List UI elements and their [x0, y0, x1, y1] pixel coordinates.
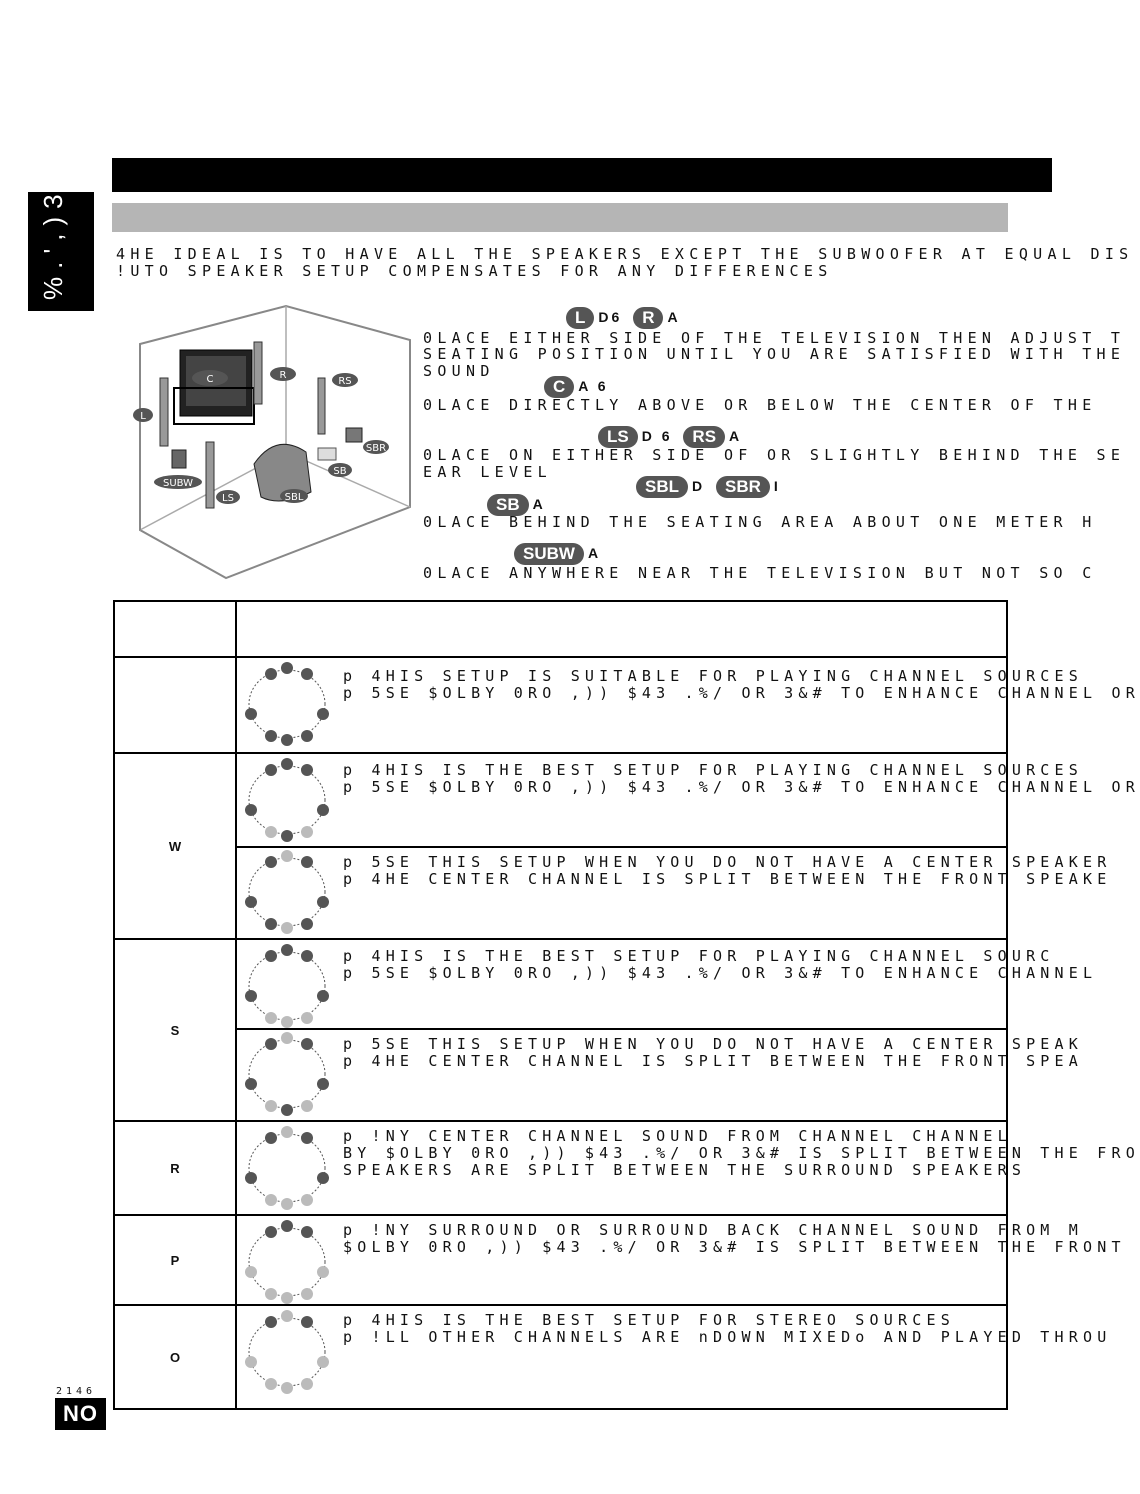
config-bullet-2: BY $OLBY 0RO ,)) $43 .%/ OR 3&# IS SPLIT BETWEEN THE FRO: [343, 1144, 1140, 1162]
row-label: [114, 657, 236, 753]
sidebar-label: %.',)3(: [38, 169, 68, 300]
placement-center-heading: C A 6: [544, 376, 613, 398]
placement-surround-line-1: 0LACE ON EITHER SIDE OF OR SLIGHTLY BEHIND THE SE: [423, 446, 1126, 464]
row-label: R: [114, 1121, 236, 1215]
config-divider: [237, 846, 1006, 848]
speaker-ring-icon: [241, 662, 333, 746]
placement-sb-heading: SB A: [487, 494, 550, 516]
table-row: [114, 657, 1007, 753]
pill-l: L: [566, 307, 594, 329]
config-bullet-2: p 4HE CENTER CHANNEL IS SPLIT BETWEEN THE FRONT SPEA: [343, 1052, 1083, 1070]
table-header-label-cell: [114, 601, 236, 657]
placement-surround-heading: LS D 6 RS A: [598, 426, 746, 448]
config-cell: [236, 939, 1098, 1121]
section-heading-bar: [112, 203, 1008, 232]
pill-r: R: [633, 307, 663, 329]
config-bullet-1: p 5SE THIS SETUP WHEN YOU DO NOT HAVE A CENTER SPEAKER: [343, 853, 1112, 871]
config-bullet-2: p 5SE $OLBY 0RO ,)) $43 .%/ OR 3&# TO ENHANCE CHANNEL: [343, 964, 1098, 982]
speaker-ring-icon: [241, 1126, 333, 1210]
table-header-row: [114, 601, 1007, 657]
pill-ls: LS: [598, 426, 638, 448]
diagram-label-rs: RS: [338, 376, 352, 387]
config-bullet-1: p 5SE THIS SETUP WHEN YOU DO NOT HAVE A CENTER SPEAK: [343, 1035, 1083, 1053]
speaker-room-diagram: [126, 302, 416, 582]
table-row: [114, 1305, 1007, 1409]
table-row: [114, 939, 1007, 1121]
config-cell: [236, 657, 1140, 753]
config-bullet-2: $OLBY 0RO ,)) $43 .%/ OR 3&# IS SPLIT BETWEEN THE FRONT: [343, 1238, 1126, 1256]
sidebar-tab: [28, 169, 94, 311]
row-label: O: [114, 1305, 236, 1409]
config-bullet-1: p 4HIS IS THE BEST SETUP FOR PLAYING CHANNEL SOURC: [343, 947, 1055, 965]
config-bullet-2: p !LL OTHER CHANNELS ARE nDOWN MIXEDo AND PLAYED THROU: [343, 1328, 1112, 1346]
table-row: [114, 753, 1007, 939]
pill-sbl: SBL: [636, 476, 688, 498]
speaker-ring-icon: [241, 1220, 333, 1304]
diagram-label-sbl: SBL: [284, 492, 304, 503]
pill-subw: SUBW: [514, 543, 584, 565]
table-row: [114, 1121, 1007, 1215]
pill-sb: SB: [487, 494, 529, 516]
page-code: 2146: [56, 1386, 97, 1397]
diagram-label-l: L: [140, 411, 146, 422]
config-cell: [236, 1215, 1126, 1305]
config-bullet-1: p 4HIS IS THE BEST SETUP FOR PLAYING CHANNEL SOURCES: [343, 761, 1083, 779]
config-bullet-1: p 4HIS IS THE BEST SETUP FOR STEREO SOURCES: [343, 1311, 955, 1329]
row-label: S: [114, 939, 236, 1121]
placement-surround-back-heading: SBL D SBR I: [636, 476, 785, 498]
placement-sb-line-1: 0LACE BEHIND THE SEATING AREA ABOUT ONE METER H: [423, 513, 1097, 531]
config-bullet-2: p 5SE $OLBY 0RO ,)) $43 .%/ OR 3&# TO ENHANCE CHANNEL OR: [343, 778, 1140, 796]
placement-subwoofer-heading: SUBW A: [514, 543, 605, 565]
config-bullet-2: p 5SE $OLBY 0RO ,)) $43 .%/ OR 3&# TO ENHANCE CHANNEL OR: [343, 684, 1140, 702]
diagram-label-r: R: [279, 370, 287, 381]
diagram-label-c: C: [206, 374, 214, 385]
speaker-ring-icon: [241, 758, 333, 842]
speaker-layout-table: [113, 600, 1140, 1410]
placement-surround-line-2: EAR LEVEL: [423, 463, 552, 481]
placement-center-line-1: 0LACE DIRECTLY ABOVE OR BELOW THE CENTER OF THE: [423, 396, 1097, 414]
diagram-label-subw: SUBW: [162, 478, 194, 489]
intro-line-2: !UTO SPEAKER SETUP COMPENSATES FOR ANY DIFFERENCES: [116, 262, 833, 280]
pill-rs: RS: [683, 426, 725, 448]
config-cell: [236, 1305, 1112, 1409]
speaker-ring-icon: [241, 1032, 333, 1116]
config-divider: [237, 1028, 1006, 1030]
config-bullet-2: p 4HE CENTER CHANNEL IS SPLIT BETWEEN THE FRONT SPEAKE: [343, 870, 1112, 888]
speaker-ring-icon: [241, 1310, 333, 1394]
config-bullet-3: SPEAKERS ARE SPLIT BETWEEN THE SURROUND SPEAKERS: [343, 1161, 1027, 1179]
config-cell: [236, 1121, 1140, 1215]
pill-sbr: SBR: [716, 476, 770, 498]
diagram-label-ls: LS: [222, 493, 234, 504]
placement-front-line-3: SOUND: [423, 362, 495, 380]
diagram-label-sb: SB: [333, 466, 347, 477]
language-badge: NO: [55, 1398, 106, 1430]
row-label: P: [114, 1215, 236, 1305]
config-bullet-1: p 4HIS SETUP IS SUITABLE FOR PLAYING CHANNEL SOURCES: [343, 667, 1083, 685]
pill-c: C: [544, 376, 574, 398]
row-label: W: [114, 753, 236, 939]
table-header-body-cell: [236, 601, 1007, 657]
placement-front-line-2: SEATING POSITION UNTIL YOU ARE SATISFIED WITH THE: [423, 345, 1126, 363]
table-row: [114, 1215, 1007, 1305]
intro-line-1: 4HE IDEAL IS TO HAVE ALL THE SPEAKERS EXCEPT THE SUBWOOFER AT EQUAL DIS: [116, 245, 1134, 263]
speaker-ring-icon: [241, 850, 333, 934]
config-bullet-1: p !NY SURROUND OR SURROUND BACK CHANNEL SOUND FROM M: [343, 1221, 1083, 1239]
placement-subwoofer-line-1: 0LACE ANYWHERE NEAR THE TELEVISION BUT NOT SO C: [423, 564, 1097, 582]
speaker-ring-icon: [241, 944, 333, 1028]
diagram-label-sbr: SBR: [365, 443, 387, 454]
title-bar: [112, 158, 1052, 192]
placement-front-heading: L D6 R A: [566, 307, 685, 329]
config-cell: [236, 753, 1140, 939]
config-bullet-1: p !NY CENTER CHANNEL SOUND FROM CHANNEL CHANNEL: [343, 1127, 1012, 1145]
placement-front-line-1: 0LACE EITHER SIDE OF THE TELEVISION THEN ADJUST T: [423, 329, 1126, 347]
